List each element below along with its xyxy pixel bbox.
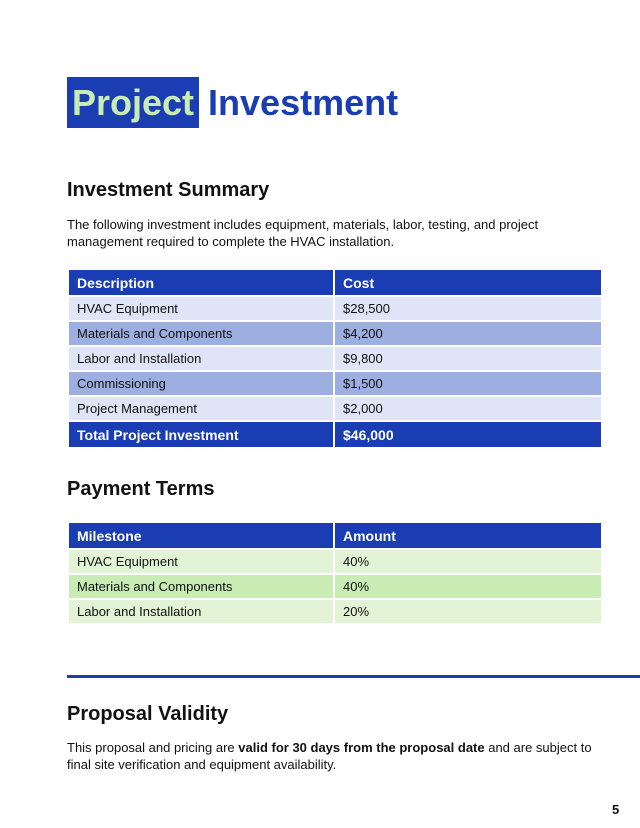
investment-summary-intro: The following investment includes equipment, materials, labor, testing, and project management required to complete the HVAC installation. bbox=[67, 217, 539, 249]
table-row bbox=[68, 574, 602, 599]
validity-text-end: and are subject to final site verification and equipment availability. bbox=[67, 740, 592, 772]
table-cell: Labor and Installation bbox=[68, 346, 334, 371]
table-header-cost: Cost bbox=[334, 269, 602, 296]
total-value: $46,000 bbox=[334, 421, 602, 448]
table-cell: $4,200 bbox=[334, 321, 602, 346]
table-cell: 40% bbox=[334, 574, 602, 599]
table-cell: 20% bbox=[334, 599, 602, 624]
table-header-milestone: Milestone bbox=[68, 522, 334, 549]
table-header-row bbox=[68, 269, 602, 296]
table-row bbox=[68, 549, 602, 574]
table-cell: Project Management bbox=[68, 396, 334, 421]
table-cell: Labor and Installation bbox=[68, 599, 334, 624]
table-cell: Materials and Components bbox=[68, 321, 334, 346]
table-cell: $1,500 bbox=[334, 371, 602, 396]
proposal-validity-heading: Proposal Validity bbox=[67, 703, 229, 725]
section-divider bbox=[67, 675, 640, 678]
table-cell: HVAC Equipment bbox=[68, 296, 334, 321]
table-header-amount: Amount bbox=[334, 522, 602, 549]
page-title bbox=[67, 77, 398, 128]
table-row bbox=[68, 321, 602, 346]
investment-table bbox=[67, 268, 603, 449]
table-header-row bbox=[68, 522, 602, 549]
table-header-description: Description bbox=[68, 269, 334, 296]
table-row bbox=[68, 396, 602, 421]
table-row bbox=[68, 371, 602, 396]
payment-terms-heading: Payment Terms bbox=[67, 478, 215, 500]
page-title-rest: Investment bbox=[208, 82, 399, 123]
table-cell: Materials and Components bbox=[68, 574, 334, 599]
table-cell: $9,800 bbox=[334, 346, 602, 371]
investment-summary-heading: Investment Summary bbox=[67, 179, 270, 201]
payment-terms-table bbox=[67, 521, 603, 625]
table-row bbox=[68, 346, 602, 371]
table-cell: Commissioning bbox=[68, 371, 334, 396]
table-cell: $2,000 bbox=[334, 396, 602, 421]
table-cell: HVAC Equipment bbox=[68, 549, 334, 574]
page-title-highlight: Project bbox=[67, 77, 199, 128]
table-row bbox=[68, 296, 602, 321]
table-total-row bbox=[68, 421, 602, 448]
validity-text-emphasis: valid for 30 days from the proposal date bbox=[238, 740, 485, 755]
page-number: 5 bbox=[612, 802, 620, 817]
table-cell: $28,500 bbox=[334, 296, 602, 321]
table-cell: 40% bbox=[334, 549, 602, 574]
table-row bbox=[68, 599, 602, 624]
validity-text-start: This proposal and pricing are bbox=[67, 740, 239, 755]
proposal-validity-text bbox=[67, 739, 597, 773]
total-label: Total Project Investment bbox=[68, 421, 334, 448]
